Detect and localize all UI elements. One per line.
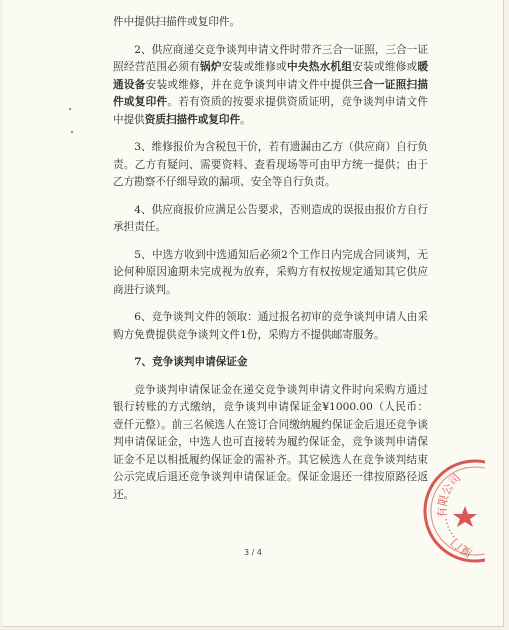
- paragraph-7: 竞争谈判申请保证金在递交竞争谈判申请文件时向采购方通过银行转账的方式缴纳，竞争谈判申请保证金¥1000.00（人民币：壹仟元整）。前三名候选人在签订合同缴纳履约保证金后退还竞争谈判申请保证金，中选人也可直接转为履约保证金，竞争谈判申请保证金不足以相抵履约保证金的需补齐。其它候选人在竞争谈判结束公示完成后退还竞争谈判申请保证金。保证金退还一律按原路径返还。: [113, 383, 428, 501]
- scan-speck: [71, 131, 73, 133]
- paragraph-3: 3、维修报价为含税包干价，若有遗漏由乙方（供应商）自行负责。乙方有疑问、需要资料、查看现场等可由甲方统一提供；由于乙方勘察不仔细导致的漏项、安全等自行负责。: [113, 141, 428, 188]
- scan-speck: [69, 108, 71, 110]
- document-body: [113, 14, 428, 514]
- document-page: [3, 0, 504, 627]
- page-number: 3 / 4: [244, 548, 262, 557]
- company-seal-stamp: [415, 456, 485, 566]
- svg-text:厦门……有限公司: 厦门……有限公司: [435, 471, 475, 560]
- paragraph-2: 2、供应商递交竞争谈判申请文件时带齐三合一证照，三合一证照经营范围必须有锅炉安装或维修或中央热水机组安装或维修或暖通设备安装或维修，并在竞争谈判申请文件中提供三合一证照扫描件或复印件。若有资质的按要求提供资质证明，竞争谈判申请文件中提供资质扫描件或复印件。: [113, 43, 429, 126]
- paragraph-5: 5、中选方收到中选通知后必须2个工作日内完成合同谈判，无论何种原因逾期未完成视为放弃，采购方有权按规定通知其它供应商进行谈判。: [113, 248, 428, 296]
- paragraph-1-continued: 件中提供扫描件或复印件。: [113, 16, 241, 28]
- section-heading-7: 7、竞争谈判申请保证金: [134, 356, 248, 368]
- paragraph-6: 6、竞争谈判文件的领取：通过报名初审的竞争谈判申请人由采购方免费提供竞争谈判文件1份，采购方不提供邮寄服务。: [113, 311, 428, 341]
- paragraph-4: 4、供应商报价应满足公告要求，否则造成的误报由报价方自行承担责任。: [113, 203, 428, 233]
